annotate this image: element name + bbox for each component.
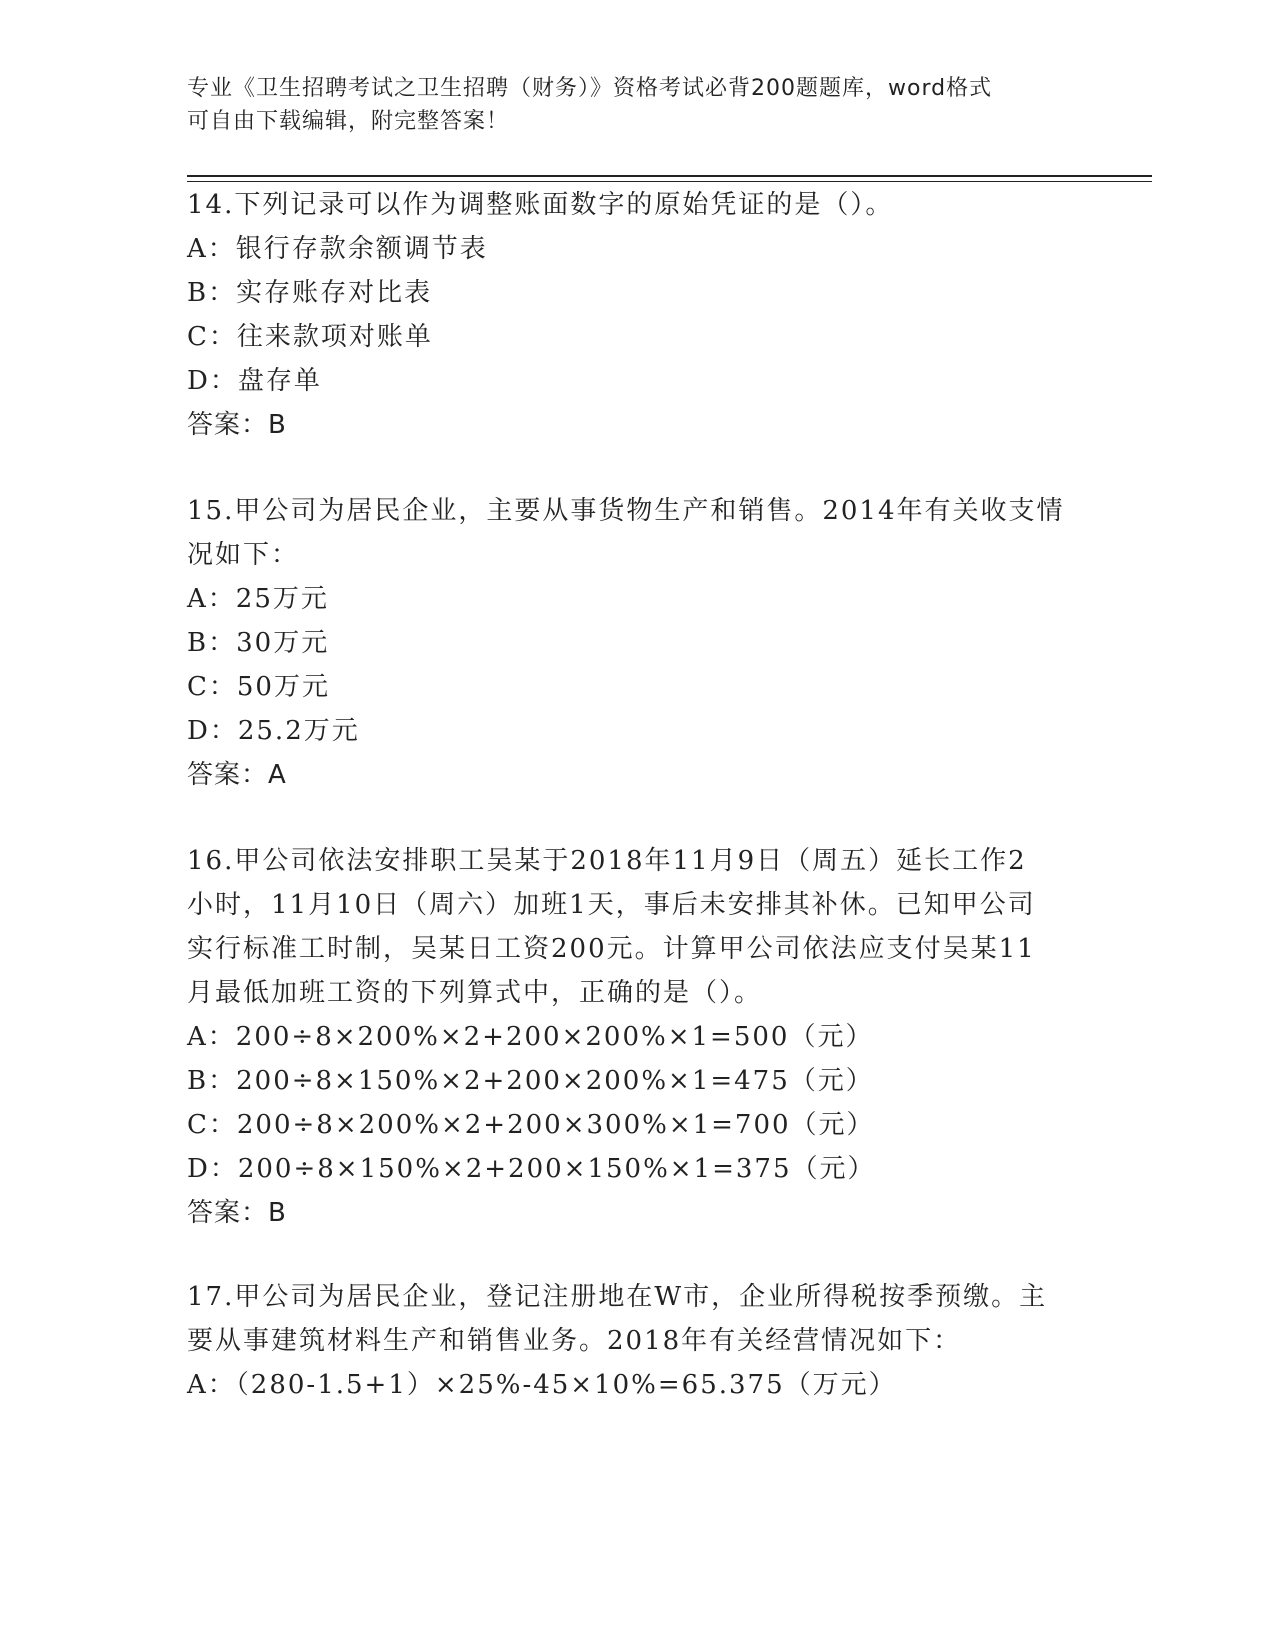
document-header [187, 72, 1087, 138]
question-14-option-d: D：盘存单 [187, 366, 322, 396]
question-14-stem: 14.下列记录可以作为调整账面数字的原始凭证的是（）。 [187, 190, 894, 220]
question-15-option-c: C：50万元 [187, 672, 330, 702]
question-16-option-a: A：200÷8×200%×2+200×200%×1=500（元） [187, 1022, 874, 1052]
question-16-answer: 答案：B [187, 1198, 287, 1228]
question-16-stem-line-4: 月最低加班工资的下列算式中，正确的是（）。 [187, 978, 763, 1008]
question-15-option-a: A：25万元 [187, 584, 329, 614]
question-16-option-b: B：200÷8×150%×2+200×200%×1=475（元） [187, 1066, 874, 1096]
question-15-stem-line-2: 况如下： [187, 540, 300, 570]
question-16-option-d: D：200÷8×150%×2+200×150%×1=375（元） [187, 1154, 876, 1184]
header-divider [187, 175, 1152, 177]
question-14-option-b: B：实存账存对比表 [187, 278, 433, 308]
question-17-stem-line-2: 要从事建筑材料生产和销售业务。2018年有关经营情况如下： [187, 1326, 962, 1356]
question-16-stem-line-2: 小时，11月10日（周六）加班1天，事后未安排其补休。已知甲公司 [187, 890, 1036, 920]
question-14-answer: 答案：B [187, 410, 287, 440]
question-15-answer: 答案：A [187, 760, 287, 790]
question-15-option-b: B：30万元 [187, 628, 330, 658]
header-divider-thin [187, 181, 1152, 182]
header-line-1: 专业《卫生招聘考试之卫生招聘（财务）》资格考试必背200题题库，word格式 [187, 76, 993, 101]
question-14-option-a: A：银行存款余额调节表 [187, 234, 488, 264]
question-17-stem-line-1: 17.甲公司为居民企业，登记注册地在W市，企业所得税按季预缴。主 [187, 1282, 1048, 1312]
question-16-stem-line-1: 16.甲公司依法安排职工吴某于2018年11月9日（周五）延长工作2 [187, 846, 1027, 876]
question-16-stem-line-3: 实行标准工时制，吴某日工资200元。计算甲公司依法应支付吴某11 [187, 934, 1036, 964]
question-17-option-a: A：（280-1.5+1）×25%-45×10%=65.375（万元） [187, 1370, 897, 1400]
question-15-stem-line-1: 15.甲公司为居民企业，主要从事货物生产和销售。2014年有关收支情 [187, 496, 1065, 526]
question-15-option-d: D：25.2万元 [187, 716, 360, 746]
question-14-option-c: C：往来款项对账单 [187, 322, 433, 352]
question-16-option-c: C：200÷8×200%×2+200×300%×1=700（元） [187, 1110, 875, 1140]
header-line-2: 可自由下载编辑，附完整答案！ [187, 109, 510, 134]
